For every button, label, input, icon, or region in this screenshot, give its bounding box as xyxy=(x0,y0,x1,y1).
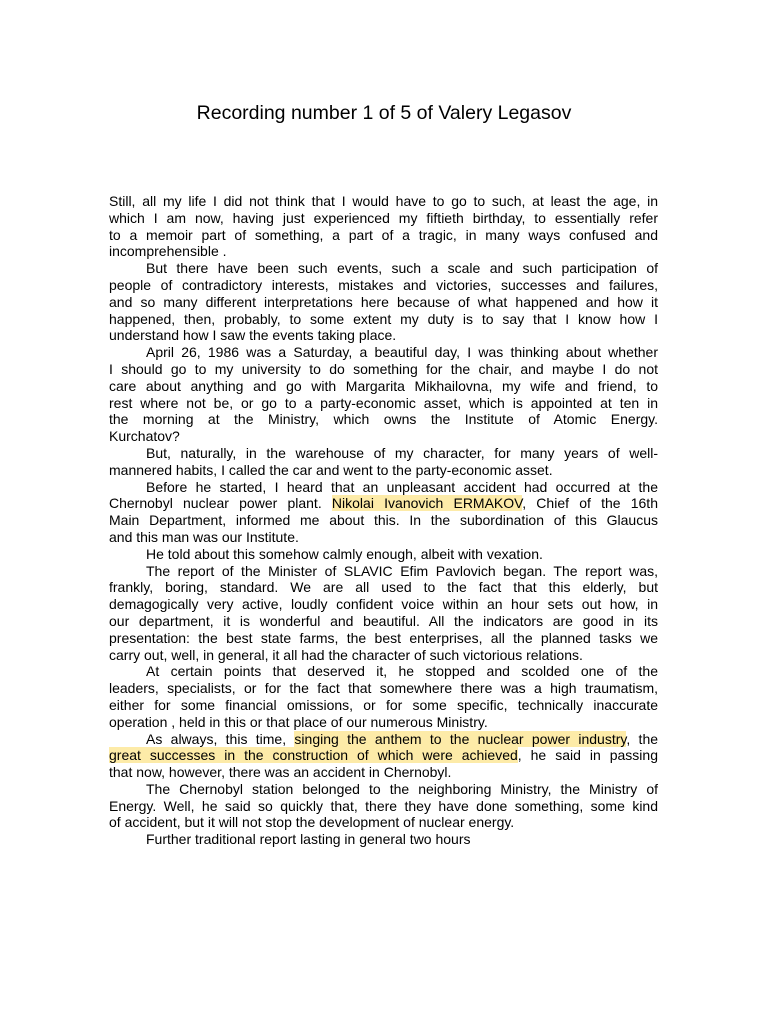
text-line xyxy=(109,596,658,613)
paragraph xyxy=(109,563,658,664)
text-run: The Chernobyl station belonged to the neighboring Ministry, the Ministry of xyxy=(146,780,658,797)
text-run: leaders, specialists, or for the fact that somewhere there was a high traumatism, xyxy=(109,680,658,697)
text-run: Before he started, I heard that an unpleasant accident had occurred at the xyxy=(146,478,658,495)
text-run: Energy. Well, he said so quickly that, there they have done something, some kind xyxy=(109,797,658,814)
text-line xyxy=(109,227,658,244)
text-line xyxy=(109,798,658,815)
text-run: Further traditional report lasting in general two hours xyxy=(146,831,471,848)
paragraph xyxy=(109,445,658,479)
text-line xyxy=(109,781,658,798)
text-run: and so many different interpretations here because of what happened and how it xyxy=(109,293,658,310)
text-run: At certain points that deserved it, he stopped and scolded one of the xyxy=(146,663,658,680)
text-run: Chernobyl nuclear power plant. xyxy=(109,495,332,512)
text-line xyxy=(109,361,658,378)
text-line xyxy=(109,630,658,647)
text-run: But, naturally, in the warehouse of my character, for many years of well- xyxy=(146,444,658,461)
paragraph xyxy=(109,781,658,831)
text-line xyxy=(109,714,658,731)
text-run: carry out, well, in general, it all had the character of such victorious relations. xyxy=(109,646,583,663)
paragraph xyxy=(109,479,658,546)
text-line xyxy=(109,613,658,630)
text-line xyxy=(109,193,658,210)
text-line xyxy=(109,260,658,277)
text-run: presentation: the best state farms, the best enterprises, all the planned tasks we xyxy=(109,629,658,646)
text-line xyxy=(109,462,658,479)
text-run: people of contradictory interests, mistakes and victories, successes and failures, xyxy=(109,276,658,293)
text-run: either for some financial omissions, or for some specific, technically inaccurate xyxy=(109,696,658,713)
text-line xyxy=(109,378,658,395)
text-line xyxy=(109,764,658,781)
text-line xyxy=(109,697,658,714)
text-line xyxy=(109,327,658,344)
text-line xyxy=(109,831,658,848)
text-run: care about anything and go with Margarita Mikhailovna, my wife and friend, to xyxy=(109,377,658,394)
highlighted-text: Nikolai Ivanovich ERMAKOV xyxy=(331,495,523,512)
text-run: operation , held in this or that place of our numerous Ministry. xyxy=(109,713,488,730)
text-line xyxy=(109,395,658,412)
paragraph xyxy=(109,731,658,781)
text-run: demagogically very active, loudly confident voice within an hour sets out how, in xyxy=(109,596,658,613)
text-line xyxy=(109,445,658,462)
text-line xyxy=(109,428,658,445)
text-run: incomprehensible . xyxy=(109,243,227,260)
text-run: , Chief of the 16th xyxy=(522,495,658,512)
text-line xyxy=(109,512,658,529)
paragraph xyxy=(109,260,658,344)
paragraph xyxy=(109,546,658,563)
text-line xyxy=(109,294,658,311)
text-run: which I am now, having just experienced my fiftieth birthday, to essentially refer xyxy=(109,209,658,226)
text-run: But there have been such events, such a scale and such participation of xyxy=(146,260,658,277)
text-run: Still, all my life I did not think that I would have to go to such, at least the age, in xyxy=(109,193,658,209)
highlighted-text: great successes in the construction of which were achieved xyxy=(109,747,518,764)
text-run: understand how I saw the events taking place. xyxy=(109,327,397,344)
text-line xyxy=(109,647,658,664)
text-run: that now, however, there was an accident in Chernobyl. xyxy=(109,764,452,781)
text-run: Kurchatov? xyxy=(109,428,180,445)
text-run: Main Department, informed me about this. In the subordination of this Glaucus xyxy=(109,512,658,529)
document-title: Recording number 1 of 5 of Valery Legasov xyxy=(196,102,572,124)
text-line xyxy=(109,495,658,512)
text-run: of accident, but it will not stop the development of nuclear energy. xyxy=(109,814,515,831)
text-line xyxy=(109,479,658,496)
text-line xyxy=(109,411,658,428)
text-line xyxy=(109,311,658,328)
text-run: He told about this somehow calmly enough, albeit with vexation. xyxy=(146,545,543,562)
text-run: rest where not be, or go to a party-economic asset, which is appointed at ten in xyxy=(109,394,658,411)
paragraph xyxy=(109,831,658,848)
text-line xyxy=(109,814,658,831)
highlighted-text: singing the anthem to the nuclear power industry xyxy=(294,730,627,747)
text-run: , the xyxy=(626,730,659,747)
document-body xyxy=(109,193,658,848)
text-run: to a memoir part of something, a part of a tragic, in many ways confused and xyxy=(109,226,658,243)
text-run: The report of the Minister of SLAVIC Efim Pavlovich began. The report was, xyxy=(146,562,658,579)
text-line xyxy=(109,563,658,580)
text-run: , he said in passing xyxy=(517,747,658,764)
text-run: and this man was our Institute. xyxy=(109,528,299,545)
text-line xyxy=(109,277,658,294)
text-line xyxy=(109,529,658,546)
text-run: I should go to my university to do something for the chair, and maybe I do not xyxy=(109,360,658,377)
text-line xyxy=(109,546,658,563)
text-line xyxy=(109,747,658,764)
text-line xyxy=(109,680,658,697)
text-run: the morning at the Ministry, which owns the Institute of Atomic Energy. xyxy=(109,411,658,428)
paragraph xyxy=(109,193,658,260)
text-line xyxy=(109,579,658,596)
text-line xyxy=(109,243,658,260)
paragraph xyxy=(109,663,658,730)
text-line xyxy=(109,210,658,227)
text-line xyxy=(109,731,658,748)
text-run: happened, then, probably, to some extent my duty is to say that I know how I xyxy=(109,310,658,327)
text-run: April 26, 1986 was a Saturday, a beautiful day, I was thinking about whether xyxy=(146,344,658,361)
text-line xyxy=(109,663,658,680)
text-run: frankly, boring, standard. We are all used to the fact that this elderly, but xyxy=(109,579,658,596)
paragraph xyxy=(109,344,658,445)
text-line xyxy=(109,344,658,361)
text-run: mannered habits, I called the car and went to the party-economic asset. xyxy=(109,461,553,478)
text-run: our department, it is wonderful and beautiful. All the indicators are good in its xyxy=(109,612,658,629)
text-run: As always, this time, xyxy=(146,730,295,747)
